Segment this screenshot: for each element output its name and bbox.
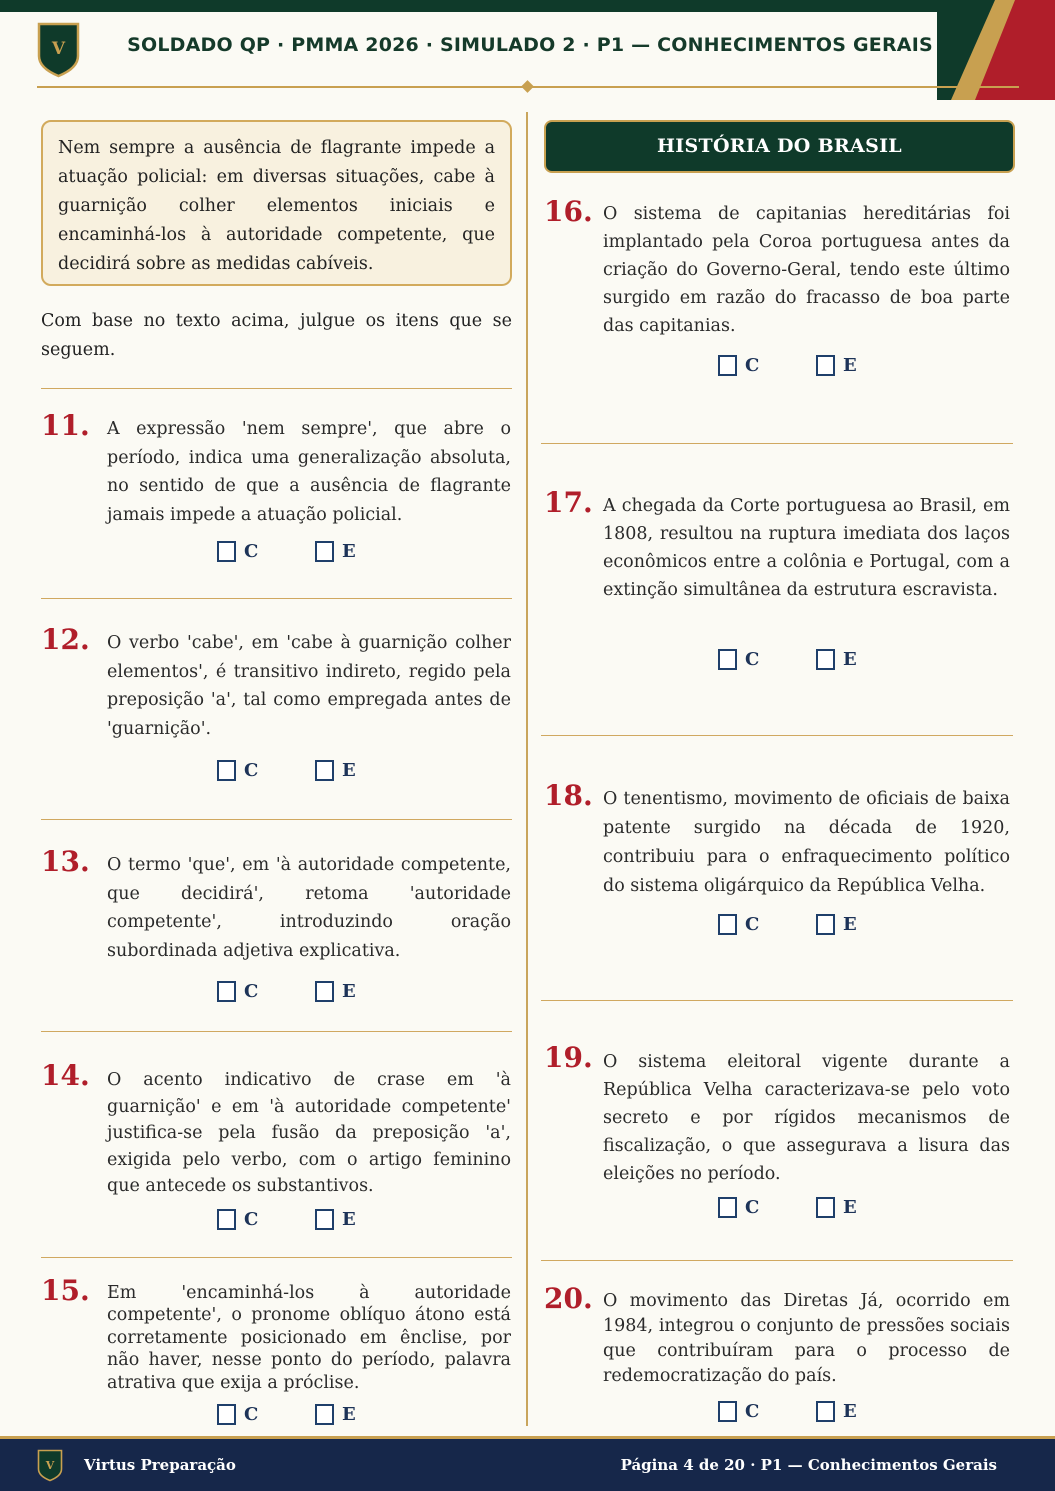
- checkbox[interactable]: [315, 1209, 334, 1230]
- answer-options: [217, 1208, 367, 1232]
- instructions-text: Com base no texto acima, julgue os itens que se seguem.: [41, 311, 512, 360]
- header-diamond-ornament: [521, 80, 534, 93]
- question-number: 12.: [41, 623, 90, 656]
- option-label: E: [843, 1401, 857, 1422]
- option-label: E: [843, 355, 857, 376]
- answer-options: [718, 913, 868, 937]
- answer-options: [217, 759, 367, 783]
- question-number: 16.: [544, 195, 593, 228]
- answer-options: [217, 980, 367, 1004]
- checkbox[interactable]: [217, 760, 236, 781]
- question-text: O sistema de capitanias hereditárias foi implantado pela Coroa portuguesa antes da criação do Governo-Geral, tendo este último surgido em razão do fracasso de boa parte das capitanias.: [603, 204, 1010, 336]
- question-divider: [541, 735, 1013, 736]
- option-label: E: [342, 981, 356, 1002]
- question-text: O movimento das Diretas Já, ocorrido em 1984, integrou o conjunto de pressões sociais que contribuíram para o processo de redemocratização do país.: [603, 1291, 1010, 1386]
- checkbox[interactable]: [315, 760, 334, 781]
- question-divider: [41, 1031, 512, 1032]
- option-label: E: [843, 914, 857, 935]
- answer-options: [718, 1400, 868, 1424]
- question-number: 17.: [544, 486, 593, 519]
- answer-options: [718, 648, 868, 672]
- option-label: E: [342, 541, 356, 562]
- checkbox[interactable]: [217, 1209, 236, 1230]
- answer-options: [217, 1403, 367, 1427]
- checkbox[interactable]: [816, 1401, 835, 1422]
- option-label: E: [342, 1404, 356, 1425]
- question-divider: [541, 1000, 1013, 1001]
- question-text: A expressão 'nem sempre', que abre o período, indica uma generalização absoluta, no sentido de que a ausência de flagrante jamais impede a atuação policial.: [107, 419, 511, 525]
- option-label: C: [244, 541, 259, 562]
- question-text: A chegada da Corte portuguesa ao Brasil, em 1808, resultou na ruptura imediata dos laços econômicos entre a colônia e Portugal, com a extinção simultânea da estrutura escravista.: [603, 496, 1010, 600]
- option-label: C: [745, 1401, 760, 1422]
- option-label: C: [745, 914, 760, 935]
- answer-options: [718, 354, 868, 378]
- footer-shield-logo: [37, 1449, 63, 1482]
- checkbox[interactable]: [816, 649, 835, 670]
- question-number: 14.: [41, 1059, 90, 1092]
- option-label: C: [244, 981, 259, 1002]
- passage-box: Nem sempre a ausência de flagrante impede a atuação policial: em diversas situações, cabe à guarnição colher elementos iniciais e encaminhá-los à autoridade competente, que decidirá sobre as medidas cabíveis.: [41, 120, 512, 286]
- answer-options: [718, 1196, 868, 1220]
- brand-shield-logo: [37, 22, 80, 78]
- question-divider: [541, 443, 1013, 444]
- question-divider: [41, 388, 512, 389]
- checkbox[interactable]: [315, 1404, 334, 1425]
- question-number: 20.: [544, 1282, 593, 1315]
- option-label: C: [745, 355, 760, 376]
- question-text: Em 'encaminhá-los à autoridade competente', o pronome oblíquo átono está corretamente posicionado em ênclise, por não haver, nesse ponto do período, palavra atrativa que exija a próclise.: [107, 1283, 511, 1393]
- footer-logo-letter: V: [45, 1459, 55, 1472]
- option-label: E: [342, 1209, 356, 1230]
- option-label: C: [745, 649, 760, 670]
- checkbox[interactable]: [718, 1197, 737, 1218]
- checkbox[interactable]: [816, 1197, 835, 1218]
- question-text: O sistema eleitoral vigente durante a República Velha caracterizava-se pelo voto secreto e por rígidos mecanismos de fiscalização, o que assegurava a lisura das eleições no período.: [603, 1052, 1010, 1184]
- footer-brand: Virtus Preparação: [84, 1456, 236, 1474]
- checkbox[interactable]: [718, 649, 737, 670]
- checkbox[interactable]: [816, 355, 835, 376]
- checkbox[interactable]: [315, 541, 334, 562]
- question-text: O verbo 'cabe', em 'cabe à guarnição colher elementos', é transitivo indireto, regido pela preposição 'a', tal como empregada antes de 'guarnição'.: [107, 633, 511, 739]
- question-text: O tenentismo, movimento de oficiais de baixa patente surgido na década de 1920, contribuiu para o enfraquecimento político do sistema oligárquico da República Velha.: [603, 789, 1010, 896]
- footer-page-info: Página 4 de 20 · P1 — Conhecimentos Gerais: [620, 1456, 997, 1474]
- answer-options: [217, 540, 367, 564]
- top-band: [0, 0, 1055, 12]
- checkbox[interactable]: [816, 914, 835, 935]
- checkbox[interactable]: [217, 981, 236, 1002]
- question-number: 18.: [544, 779, 593, 812]
- section-header: HISTÓRIA DO BRASIL: [544, 120, 1015, 173]
- option-label: C: [244, 760, 259, 781]
- question-number: 15.: [41, 1274, 90, 1307]
- checkbox[interactable]: [217, 1404, 236, 1425]
- question-number: 13.: [41, 845, 90, 878]
- question-divider: [541, 1260, 1013, 1261]
- option-label: C: [244, 1209, 259, 1230]
- option-label: E: [843, 1197, 857, 1218]
- option-label: C: [244, 1404, 259, 1425]
- checkbox[interactable]: [718, 1401, 737, 1422]
- exam-title: SOLDADO QP · PMMA 2026 · SIMULADO 2 · P1 — CONHECIMENTOS GERAIS: [127, 34, 933, 56]
- question-number: 11.: [41, 409, 90, 442]
- question-divider: [41, 598, 512, 599]
- option-label: E: [342, 760, 356, 781]
- question-divider: [41, 819, 512, 820]
- question-text: O termo 'que', em 'à autoridade competente, que decidirá', retoma 'autoridade competente', introduzindo oração subordinada adjetiva explicativa.: [107, 855, 511, 961]
- option-label: E: [843, 649, 857, 670]
- question-divider: [41, 1257, 512, 1258]
- logo-letter: V: [51, 39, 66, 59]
- checkbox[interactable]: [217, 541, 236, 562]
- question-text: O acento indicativo de crase em 'à guarnição' e em 'à autoridade competente' justifica-se pela fusão da preposição 'a', exigida pelo verbo, com o artigo feminino que antecede os substantivos.: [107, 1070, 511, 1196]
- checkbox[interactable]: [718, 914, 737, 935]
- question-number: 19.: [544, 1041, 593, 1074]
- column-divider: [526, 112, 528, 1426]
- checkbox[interactable]: [718, 355, 737, 376]
- option-label: C: [745, 1197, 760, 1218]
- checkbox[interactable]: [315, 981, 334, 1002]
